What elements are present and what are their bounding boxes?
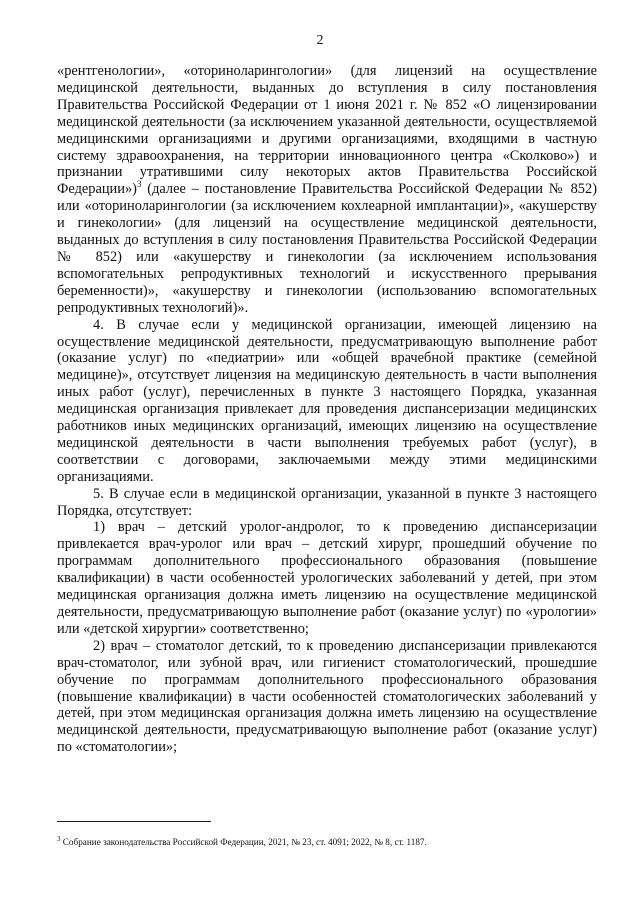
paragraph-continuation: [57, 63, 597, 317]
footnote-reference: 3: [136, 179, 142, 190]
page-number: 2: [316, 33, 324, 48]
paragraph-item-5: 5. В случае если в медицинской организации, указанной в пункте 3 настоящего Порядка, отсутствует:: [57, 485, 597, 519]
footnote-text: Собрание законодательства Российской Федерации, 2021, № 23, ст. 4091; 2022, № 8, ст. 1187.: [60, 837, 427, 848]
paragraph-text: «рентгенологии», «оториноларингологии» (для лицензий на осуществление медицинской деятельности, выданных до вступления в силу постановления Правительства Российской Федерации от 1 июня 2021 г. № 852 «О лицензировании медицинской деятельности (за исключением указанной деятельности, осуществляемой медицинскими организациями и другими организациями, входящими в частную систему здравоохранения, на территории инновационного центра «Сколково») и признании утратившими силу некоторых актов Правительства Российской Федерации»): [57, 63, 597, 198]
footnote: [57, 834, 597, 848]
paragraph-item-4: 4. В случае если у медицинской организации, имеющей лицензию на осуществление медицинской деятельности, предусматривающую выполнение работ (оказание услуг) по «педиатрии» или «общей врачебной практике (семейной медицине)», отсутствует лицензия на медицинскую деятельность в части выполнения иных работ (услуг), перечисленных в пункте 3 настоящего Порядка, указанная медицинская организация привлекает для проведения диспансеризации медицинских работников иных медицинских организаций, имеющих лицензию на осуществление медицинской деятельности в части выполнения требуемых работ (услуг), в соответствии с договорами, заключаемыми между этими медицинскими организациями.: [57, 316, 597, 485]
document-body: [57, 63, 597, 756]
footnote-separator: [57, 821, 211, 822]
paragraph-text-tail: (далее – постановление Правительства Российской Федерации № 852) или «оториноларингологии (за исключением кохлеарной имплантации)», «акушерству и гинекологии» (для лицензий на осуществление медицинской деятельности, выданных до вступления в силу постановления Правительства Российской Федерации № 852) или «акушерству и гинекологии (за исключением использования вспомогательных репродуктивных технологий и искусственного прерывания беременности)», «акушерству и гинекологии (использованию вспомогательных репродуктивных технологий)».: [57, 181, 597, 316]
paragraph-subitem-2: 2) врач – стоматолог детский, то к проведению диспансеризации привлекаются врач-стоматолог, или зубной врач, или гигиенист стоматологический, прошедшие обучение по программам дополнительного профессионального образования (повышение квалификации) в части особенностей стоматологических заболеваний у детей, при этом медицинская организация должна иметь лицензию на осуществление медицинской деятельности, предусматривающую выполнение работ (оказание услуг) по «стоматологии»;: [57, 637, 597, 756]
footnote-marker: 3: [57, 835, 61, 843]
paragraph-subitem-1: 1) врач – детский уролог-андролог, то к проведению диспансеризации привлекается врач-уролог или врач – детский хирург, прошедший обучение по программам дополнительного профессионального образования (повышение квалификации) в части особенностей урологических заболеваний у детей, при этом медицинская организация должна иметь лицензию на осуществление медицинской деятельности, предусматривающую выполнение работ (оказание услуг) по «урологии» или «детской хирургии» соответственно;: [57, 519, 597, 637]
